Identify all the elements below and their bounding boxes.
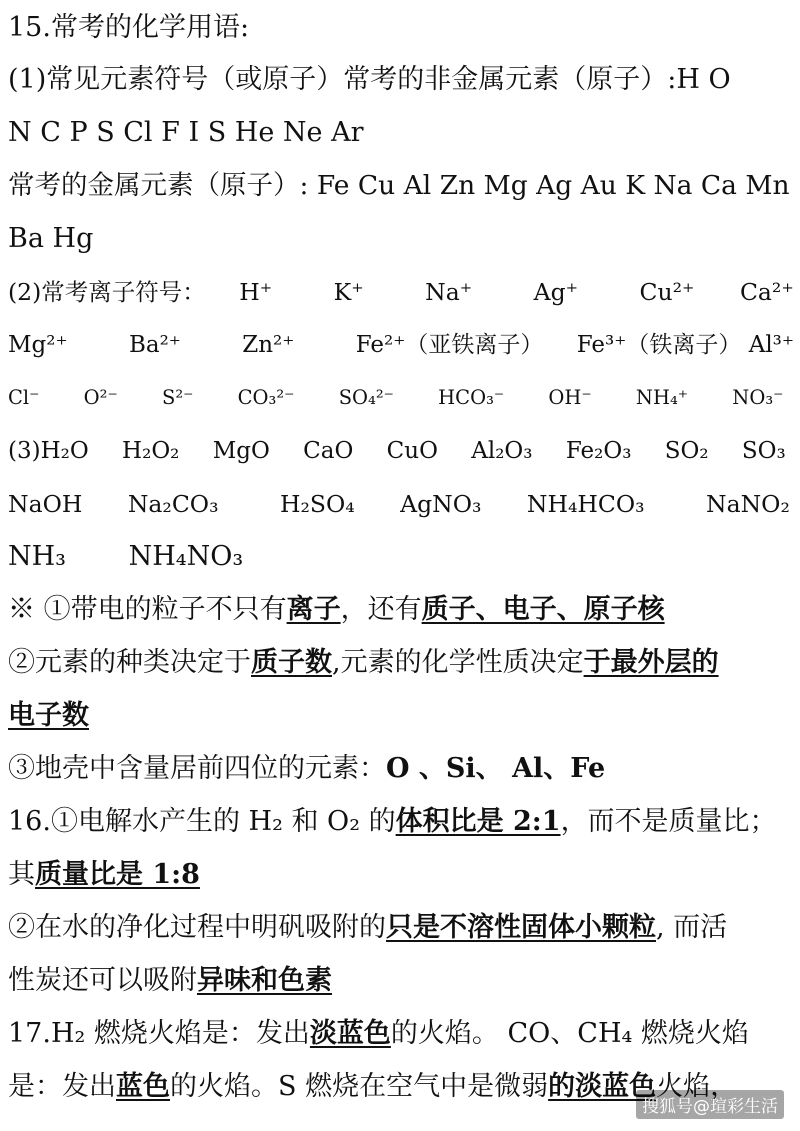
ion-symbol: Ca²⁺ [739,278,794,306]
ion-symbol: OH⁻ [548,386,592,409]
emphasis-text: 于最外层的 [583,647,719,678]
item-text: 的火焰。 CO、CH₄ 燃烧火焰 [390,1018,749,1049]
ion-symbol: Cu²⁺ [639,278,695,306]
emphasis-text: 淡蓝色 [309,1018,391,1049]
item-16-line-4 [8,961,332,1001]
metal-symbols: 常考的金属元素（原子）: Fe Cu Al Zn Mg Ag Au K Na Ca Mn [8,170,790,201]
metal-symbols-cont: Ba Hg [8,223,94,254]
formula: MgO [212,438,270,464]
ion-symbol: H⁺ [239,278,273,306]
ion-symbol: SO₄²⁻ [338,386,394,409]
formula: H₂O₂ [122,438,180,464]
formula: AgNO₃ [400,490,482,518]
emphasis-text: O 、Si、 Al、Fe [386,753,606,784]
item-text: 17.H₂ 燃烧火焰是：发出 [8,1018,310,1049]
item-text: , 而活 [656,912,728,943]
item-text: ，而不是质量比； [560,806,777,837]
note-text: ※ ①带电的粒子不只有 [8,594,287,625]
item-16-line-2 [8,855,200,895]
emphasis-text: 的淡蓝色 [548,1071,657,1102]
formula: Al₂O₃ [471,438,533,464]
ion-symbol: Fe²⁺（亚铁离子） [355,332,544,358]
emphasis-text: 只是不溶性固体小颗粒 [386,912,656,943]
formula: NH₄HCO₃ [526,490,645,518]
note-3 [8,749,605,789]
element-symbols-intro: (1)常见元素符号（或原子）常考的非金属元素（原子）:H O [8,64,731,95]
item-text: 其 [8,859,35,890]
formula: NH₄NO₃ [128,541,244,572]
ion-symbol: NO₃⁻ [732,386,784,409]
item-text: ②在水的净化过程中明矾吸附的 [8,912,386,943]
item-text: 火焰， [656,1071,738,1102]
emphasis-text: 质子、电子、原子核 [421,594,665,625]
ion-row-1 [8,272,794,312]
ion-symbol: Zn²⁺ [242,332,295,358]
formula: Na₂CO₃ [127,490,219,518]
note-text: ②元素的种类决定于 [8,647,251,678]
ion-symbol: O²⁻ [83,386,118,409]
note-1 [8,590,665,630]
item-17-line-1 [8,1014,749,1054]
formula-row-1 [8,431,786,471]
item-17-line-2 [8,1067,737,1107]
formula: H₂SO₄ [279,490,355,518]
formula: SO₃ [741,438,786,464]
item-16-line-3 [8,908,727,948]
ion-label: (2)常考离子符号： [8,278,206,306]
ion-row-2 [8,325,794,365]
formula: CuO [386,438,438,464]
ion-symbol: NH₄⁺ [635,386,689,409]
formula: NaNO₂ [706,490,790,518]
formula-row-2 [8,484,790,524]
item-text: 性炭还可以吸附 [8,965,197,996]
ion-symbol: S²⁻ [161,386,194,409]
formula: NH₃ [8,541,66,572]
item-text: 的火焰。S 燃烧在空气中是微弱 [170,1071,549,1102]
nonmetal-symbols: N C P S Cl F I S He Ne Ar [8,117,364,148]
formula-label: (3) [8,438,41,464]
ion-symbol: Ba²⁺ [128,332,181,358]
ion-symbol: CO₃²⁻ [237,386,295,409]
emphasis-text: 离子 [286,594,341,625]
item-16-line-1 [8,802,777,842]
formula: CaO [303,438,354,464]
note-text: ，还有 [340,594,422,625]
ion-symbol: Ag⁺ [533,278,579,306]
ion-symbol: Na⁺ [425,278,473,306]
section-heading: 15.常考的化学用语: [8,12,250,43]
note-text: ③地壳中含量居前四位的元素： [8,753,386,784]
item-text: 是：发出 [8,1071,116,1102]
ion-symbol: K⁺ [333,278,364,306]
note-2-cont [8,696,89,736]
note-2 [8,643,719,683]
ion-row-3 [8,378,783,418]
formula: SO₂ [664,438,709,464]
ion-symbol: Cl⁻ [8,386,40,409]
ion-symbol: Mg²⁺ [8,332,68,358]
item-text: 16.①电解水产生的 H₂ 和 O₂ 的 [8,806,396,837]
ion-symbol: HCO₃⁻ [438,386,505,409]
formula-row-3 [8,537,243,577]
source-watermark: 搜狐号@瑄彩生活 [636,1090,784,1119]
formula: NaOH [8,490,83,518]
emphasis-text: 质子数 [251,647,332,678]
ion-symbol: Fe³⁺（铁离子） [576,332,742,358]
emphasis-text: 电子数 [8,700,89,731]
emphasis-text: 质量比是 1:8 [35,859,200,890]
ion-symbol: Al³⁺ [748,332,795,358]
formula: H₂O [40,438,89,464]
emphasis-text: 异味和色素 [197,965,332,996]
note-text: ,元素的化学性质决定 [332,647,584,678]
emphasis-text: 体积比是 2:1 [395,806,561,837]
emphasis-text: 蓝色 [116,1071,170,1102]
formula: Fe₂O₃ [565,438,632,464]
